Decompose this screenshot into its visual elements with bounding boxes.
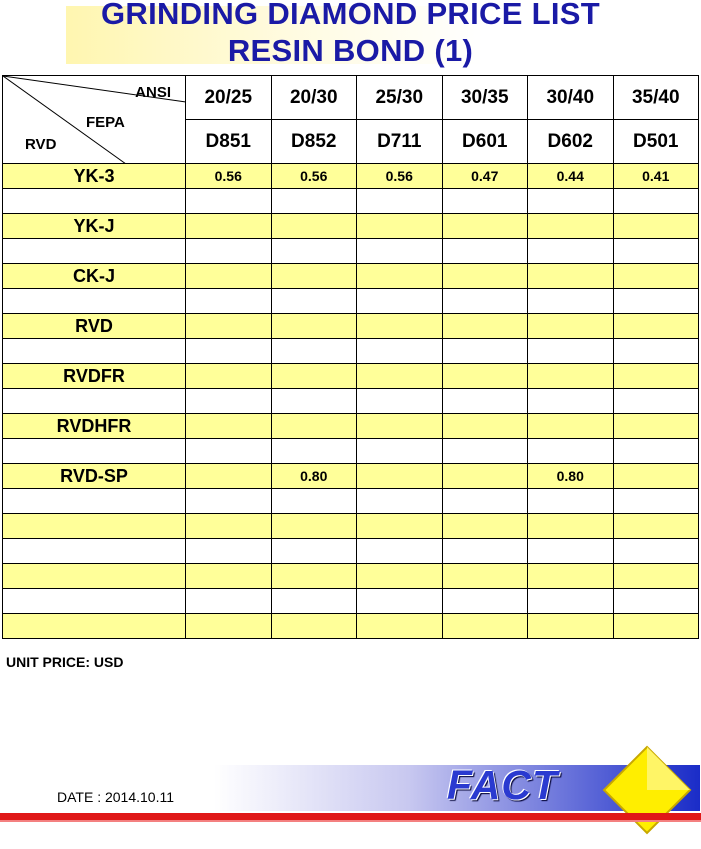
product-name-cell: [3, 289, 186, 314]
price-cell: [613, 439, 699, 464]
header-row-ansi: [3, 76, 699, 120]
product-name-cell: [3, 564, 186, 589]
price-cell: [442, 414, 528, 439]
price-cell: [528, 314, 614, 339]
ansi-size-header: 20/25: [186, 76, 272, 120]
price-cell: [613, 564, 699, 589]
price-cell: [442, 239, 528, 264]
table-row: [3, 414, 699, 439]
price-cell: [271, 339, 357, 364]
unit-price-note: UNIT PRICE: USD: [6, 654, 124, 670]
price-cell: [271, 589, 357, 614]
page-title: GRINDING DIAMOND PRICE LIST: [101, 0, 600, 31]
table-row: [3, 564, 699, 589]
product-name-cell: RVD-SP: [3, 464, 186, 489]
price-cell: [271, 289, 357, 314]
price-cell: [357, 514, 443, 539]
table-row: [3, 464, 699, 489]
price-cell: [442, 289, 528, 314]
price-cell: [613, 264, 699, 289]
price-cell: [442, 614, 528, 639]
price-cell: [613, 589, 699, 614]
price-cell: [613, 414, 699, 439]
table-row: [3, 189, 699, 214]
price-cell: [186, 239, 272, 264]
price-cell: [271, 564, 357, 589]
product-name-cell: [3, 389, 186, 414]
price-cell: [442, 514, 528, 539]
table-row: [3, 289, 699, 314]
price-cell: [528, 564, 614, 589]
price-cell: [528, 514, 614, 539]
price-cell: [357, 539, 443, 564]
product-name-cell: [3, 489, 186, 514]
ansi-size-header: 30/35: [442, 76, 528, 120]
table-row: [3, 614, 699, 639]
price-cell: [357, 214, 443, 239]
price-cell: [442, 339, 528, 364]
price-cell: [357, 614, 443, 639]
price-cell: [271, 439, 357, 464]
table-row: [3, 364, 699, 389]
fepa-size-header: D852: [271, 120, 357, 164]
price-cell: [357, 314, 443, 339]
price-cell: [186, 564, 272, 589]
price-cell: [357, 389, 443, 414]
price-cell: [442, 389, 528, 414]
price-cell: [186, 464, 272, 489]
price-cell: [357, 364, 443, 389]
price-cell: 0.56: [186, 164, 272, 189]
product-name-cell: RVD: [3, 314, 186, 339]
table-row: [3, 264, 699, 289]
price-cell: 0.41: [613, 164, 699, 189]
price-cell: [271, 414, 357, 439]
price-cell: [613, 464, 699, 489]
price-cell: [528, 589, 614, 614]
price-cell: [357, 189, 443, 214]
price-cell: [528, 414, 614, 439]
price-cell: [186, 339, 272, 364]
price-cell: [186, 264, 272, 289]
price-cell: [528, 389, 614, 414]
ansi-size-header: 25/30: [357, 76, 443, 120]
footer-red-rule-thin: [0, 820, 701, 822]
table-row: [3, 214, 699, 239]
price-cell: [613, 239, 699, 264]
table-row: [3, 539, 699, 564]
price-cell: 0.80: [271, 464, 357, 489]
product-name-cell: [3, 339, 186, 364]
product-name-cell: [3, 539, 186, 564]
table-row: [3, 314, 699, 339]
table-row: [3, 339, 699, 364]
price-cell: [271, 314, 357, 339]
corner-label-rvd: RVD: [25, 136, 57, 153]
fepa-size-header: D501: [613, 120, 699, 164]
price-cell: [442, 489, 528, 514]
ansi-size-header: 30/40: [528, 76, 614, 120]
price-cell: [271, 614, 357, 639]
price-cell: [186, 214, 272, 239]
price-cell: [357, 289, 443, 314]
price-cell: [186, 289, 272, 314]
price-cell: [271, 389, 357, 414]
product-name-cell: [3, 239, 186, 264]
document-date: DATE : 2014.10.11: [57, 789, 174, 805]
price-cell: [442, 364, 528, 389]
price-cell: [186, 514, 272, 539]
price-cell: [613, 539, 699, 564]
price-table: [2, 75, 699, 639]
product-name-cell: YK-3: [3, 164, 186, 189]
price-cell: [613, 214, 699, 239]
price-cell: [271, 364, 357, 389]
price-cell: [271, 539, 357, 564]
price-cell: [271, 189, 357, 214]
price-cell: [613, 389, 699, 414]
price-cell: [357, 414, 443, 439]
price-cell: [271, 214, 357, 239]
table-row: [3, 514, 699, 539]
fepa-size-header: D711: [357, 120, 443, 164]
price-cell: [186, 189, 272, 214]
footer-red-rule: [0, 813, 701, 820]
price-cell: [186, 539, 272, 564]
price-cell: [186, 589, 272, 614]
price-cell: [357, 464, 443, 489]
table-row: [3, 389, 699, 414]
price-cell: 0.80: [528, 464, 614, 489]
price-cell: 0.44: [528, 164, 614, 189]
price-cell: [528, 614, 614, 639]
price-cell: 0.56: [357, 164, 443, 189]
price-cell: [271, 514, 357, 539]
price-cell: [357, 439, 443, 464]
product-name-cell: [3, 439, 186, 464]
price-cell: [186, 314, 272, 339]
price-cell: [613, 339, 699, 364]
price-cell: [442, 464, 528, 489]
price-cell: [442, 439, 528, 464]
price-cell: [186, 614, 272, 639]
price-cell: [442, 264, 528, 289]
ansi-size-header: 35/40: [613, 76, 699, 120]
table-row: [3, 164, 699, 189]
price-cell: [186, 414, 272, 439]
price-cell: [357, 589, 443, 614]
price-cell: [528, 289, 614, 314]
price-cell: 0.47: [442, 164, 528, 189]
price-cell: [357, 339, 443, 364]
price-cell: [442, 314, 528, 339]
price-cell: [357, 239, 443, 264]
price-cell: [528, 189, 614, 214]
price-cell: [357, 489, 443, 514]
ansi-size-header: 20/30: [271, 76, 357, 120]
price-cell: [613, 489, 699, 514]
price-cell: [186, 489, 272, 514]
table-row: [3, 439, 699, 464]
price-cell: [271, 239, 357, 264]
product-name-cell: [3, 589, 186, 614]
price-cell: [186, 364, 272, 389]
price-cell: [357, 564, 443, 589]
price-cell: [528, 214, 614, 239]
price-cell: [613, 364, 699, 389]
product-name-cell: [3, 614, 186, 639]
page-subtitle: RESIN BOND (1): [227, 33, 474, 68]
price-cell: [271, 264, 357, 289]
header-corner-cell: [3, 76, 186, 164]
product-name-cell: RVDFR: [3, 364, 186, 389]
price-cell: [528, 239, 614, 264]
product-name-cell: [3, 189, 186, 214]
table-row: [3, 239, 699, 264]
price-cell: [528, 264, 614, 289]
price-cell: [442, 539, 528, 564]
price-cell: [186, 439, 272, 464]
price-cell: [613, 289, 699, 314]
price-cell: [528, 339, 614, 364]
fepa-size-header: D851: [186, 120, 272, 164]
price-cell: [613, 514, 699, 539]
price-cell: 0.56: [271, 164, 357, 189]
corner-label-fepa: FEPA: [86, 114, 125, 131]
price-cell: [271, 489, 357, 514]
table-row: [3, 489, 699, 514]
price-cell: [442, 564, 528, 589]
price-cell: [528, 489, 614, 514]
price-cell: [528, 364, 614, 389]
table-row: [3, 589, 699, 614]
price-cell: [357, 264, 443, 289]
product-name-cell: CK-J: [3, 264, 186, 289]
price-cell: [528, 539, 614, 564]
price-cell: [528, 439, 614, 464]
price-cell: [613, 314, 699, 339]
corner-label-ansi: ANSI: [135, 84, 171, 101]
product-name-cell: [3, 514, 186, 539]
product-name-cell: YK-J: [3, 214, 186, 239]
product-name-cell: RVDHFR: [3, 414, 186, 439]
price-cell: [442, 589, 528, 614]
price-cell: [442, 189, 528, 214]
price-cell: [613, 614, 699, 639]
fact-logo: FACT: [447, 762, 559, 808]
price-cell: [186, 389, 272, 414]
fepa-size-header: D602: [528, 120, 614, 164]
fepa-size-header: D601: [442, 120, 528, 164]
price-cell: [442, 214, 528, 239]
price-cell: [613, 189, 699, 214]
